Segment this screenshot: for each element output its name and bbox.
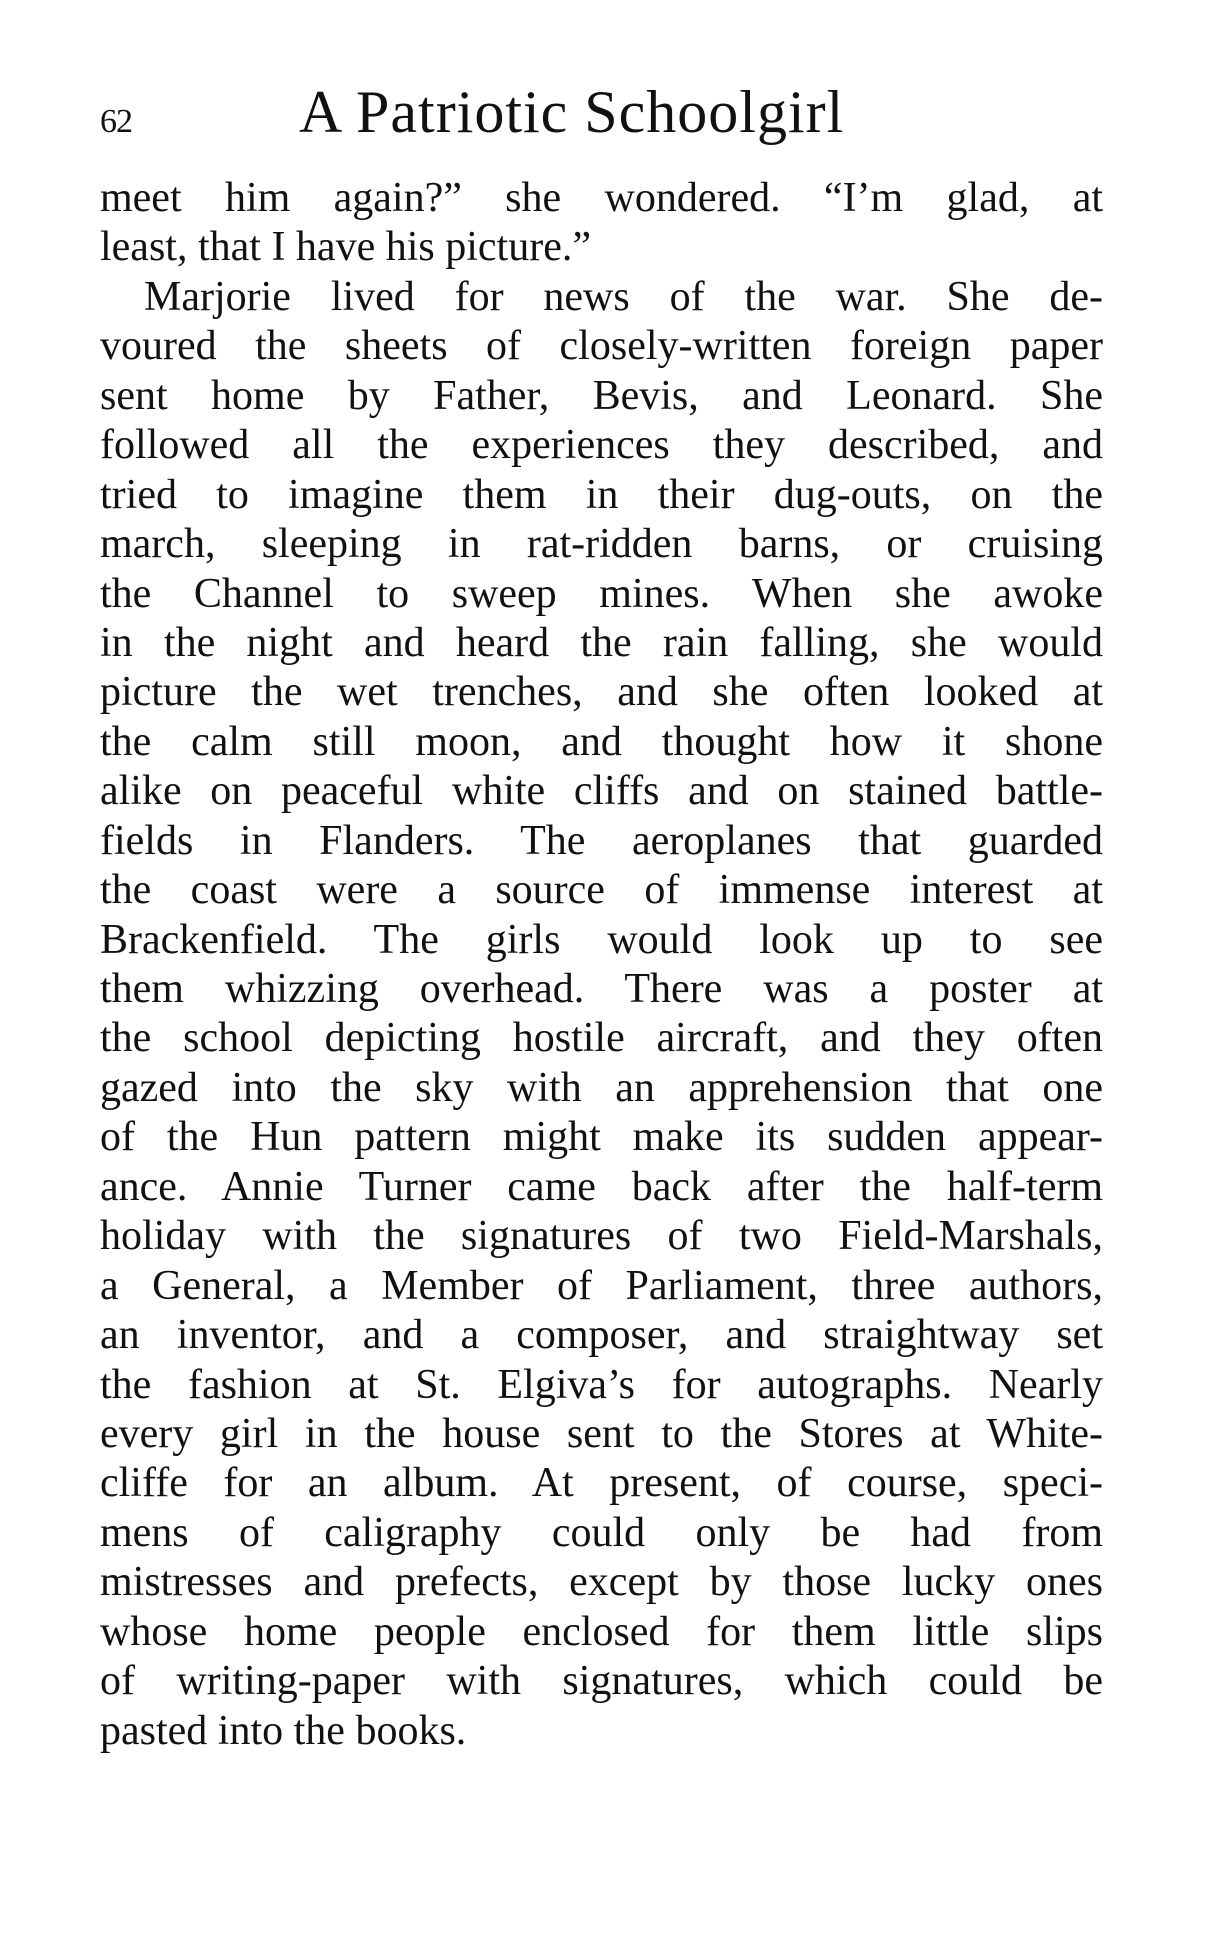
text-line: sent home by Father, Bevis, and Leonard. She (100, 372, 1103, 419)
text-line: whose home people enclosed for them little slips (100, 1608, 1103, 1655)
text-line: holiday with the signatures of two Field-Marshals, (100, 1213, 1103, 1260)
text-line: every girl in the house sent to the Stores at White- (100, 1410, 1103, 1457)
text-line: alike on peaceful white cliffs and on stained battle- (100, 768, 1103, 815)
text-line: Marjorie lived for news of the war. She de- (144, 273, 1103, 320)
text-line: of writing-paper with signatures, which could be (100, 1658, 1103, 1705)
text-line: the coast were a source of immense interest at (100, 867, 1103, 914)
text-line: gazed into the sky with an apprehension that one (100, 1064, 1103, 1111)
text-line: the Channel to sweep mines. When she awoke (100, 570, 1103, 617)
text-line: march, sleeping in rat-ridden barns, or cruising (100, 521, 1103, 568)
text-line: meet him again?” she wondered. “I’m glad, at (100, 175, 1103, 221)
text-line: a General, a Member of Parliament, three authors, (100, 1262, 1103, 1309)
text-line: them whizzing overhead. There was a poster at (100, 966, 1103, 1012)
running-title: A Patriotic Schoolgirl (299, 79, 845, 145)
body-text (100, 174, 1103, 1756)
text-line: Brackenfield. The girls would look up to see (100, 916, 1103, 963)
text-line: the calm still moon, and thought how it shone (100, 718, 1103, 765)
text-line: an inventor, and a composer, and straightway set (100, 1312, 1103, 1359)
text-line: picture the wet trenches, and she often looked at (100, 669, 1103, 716)
text-line: the fashion at St. Elgiva’s for autographs. Nearly (100, 1361, 1103, 1408)
text-line: least, that I have his picture.” (100, 224, 591, 271)
text-line: fields in Flanders. The aeroplanes that guarded (100, 817, 1103, 864)
text-line: tried to imagine them in their dug-outs, on the (100, 471, 1103, 518)
running-head (0, 80, 1232, 150)
text-line: followed all the experiences they described, and (100, 422, 1103, 469)
text-line: voured the sheets of closely-written foreign paper (100, 323, 1103, 370)
text-line: pasted into the books. (100, 1707, 467, 1754)
text-line: in the night and heard the rain falling, she would (100, 619, 1103, 666)
text-line: ance. Annie Turner came back after the half-term (100, 1163, 1103, 1210)
text-line: mens of caligraphy could only be had from (100, 1509, 1103, 1556)
page-number: 62 (100, 103, 132, 140)
text-line: mistresses and prefects, except by those lucky ones (100, 1559, 1103, 1606)
text-line: of the Hun pattern might make its sudden appear- (100, 1114, 1103, 1161)
text-line: the school depicting hostile aircraft, and they often (100, 1015, 1103, 1062)
text-line: cliffe for an album. At present, of course, speci- (100, 1460, 1103, 1507)
